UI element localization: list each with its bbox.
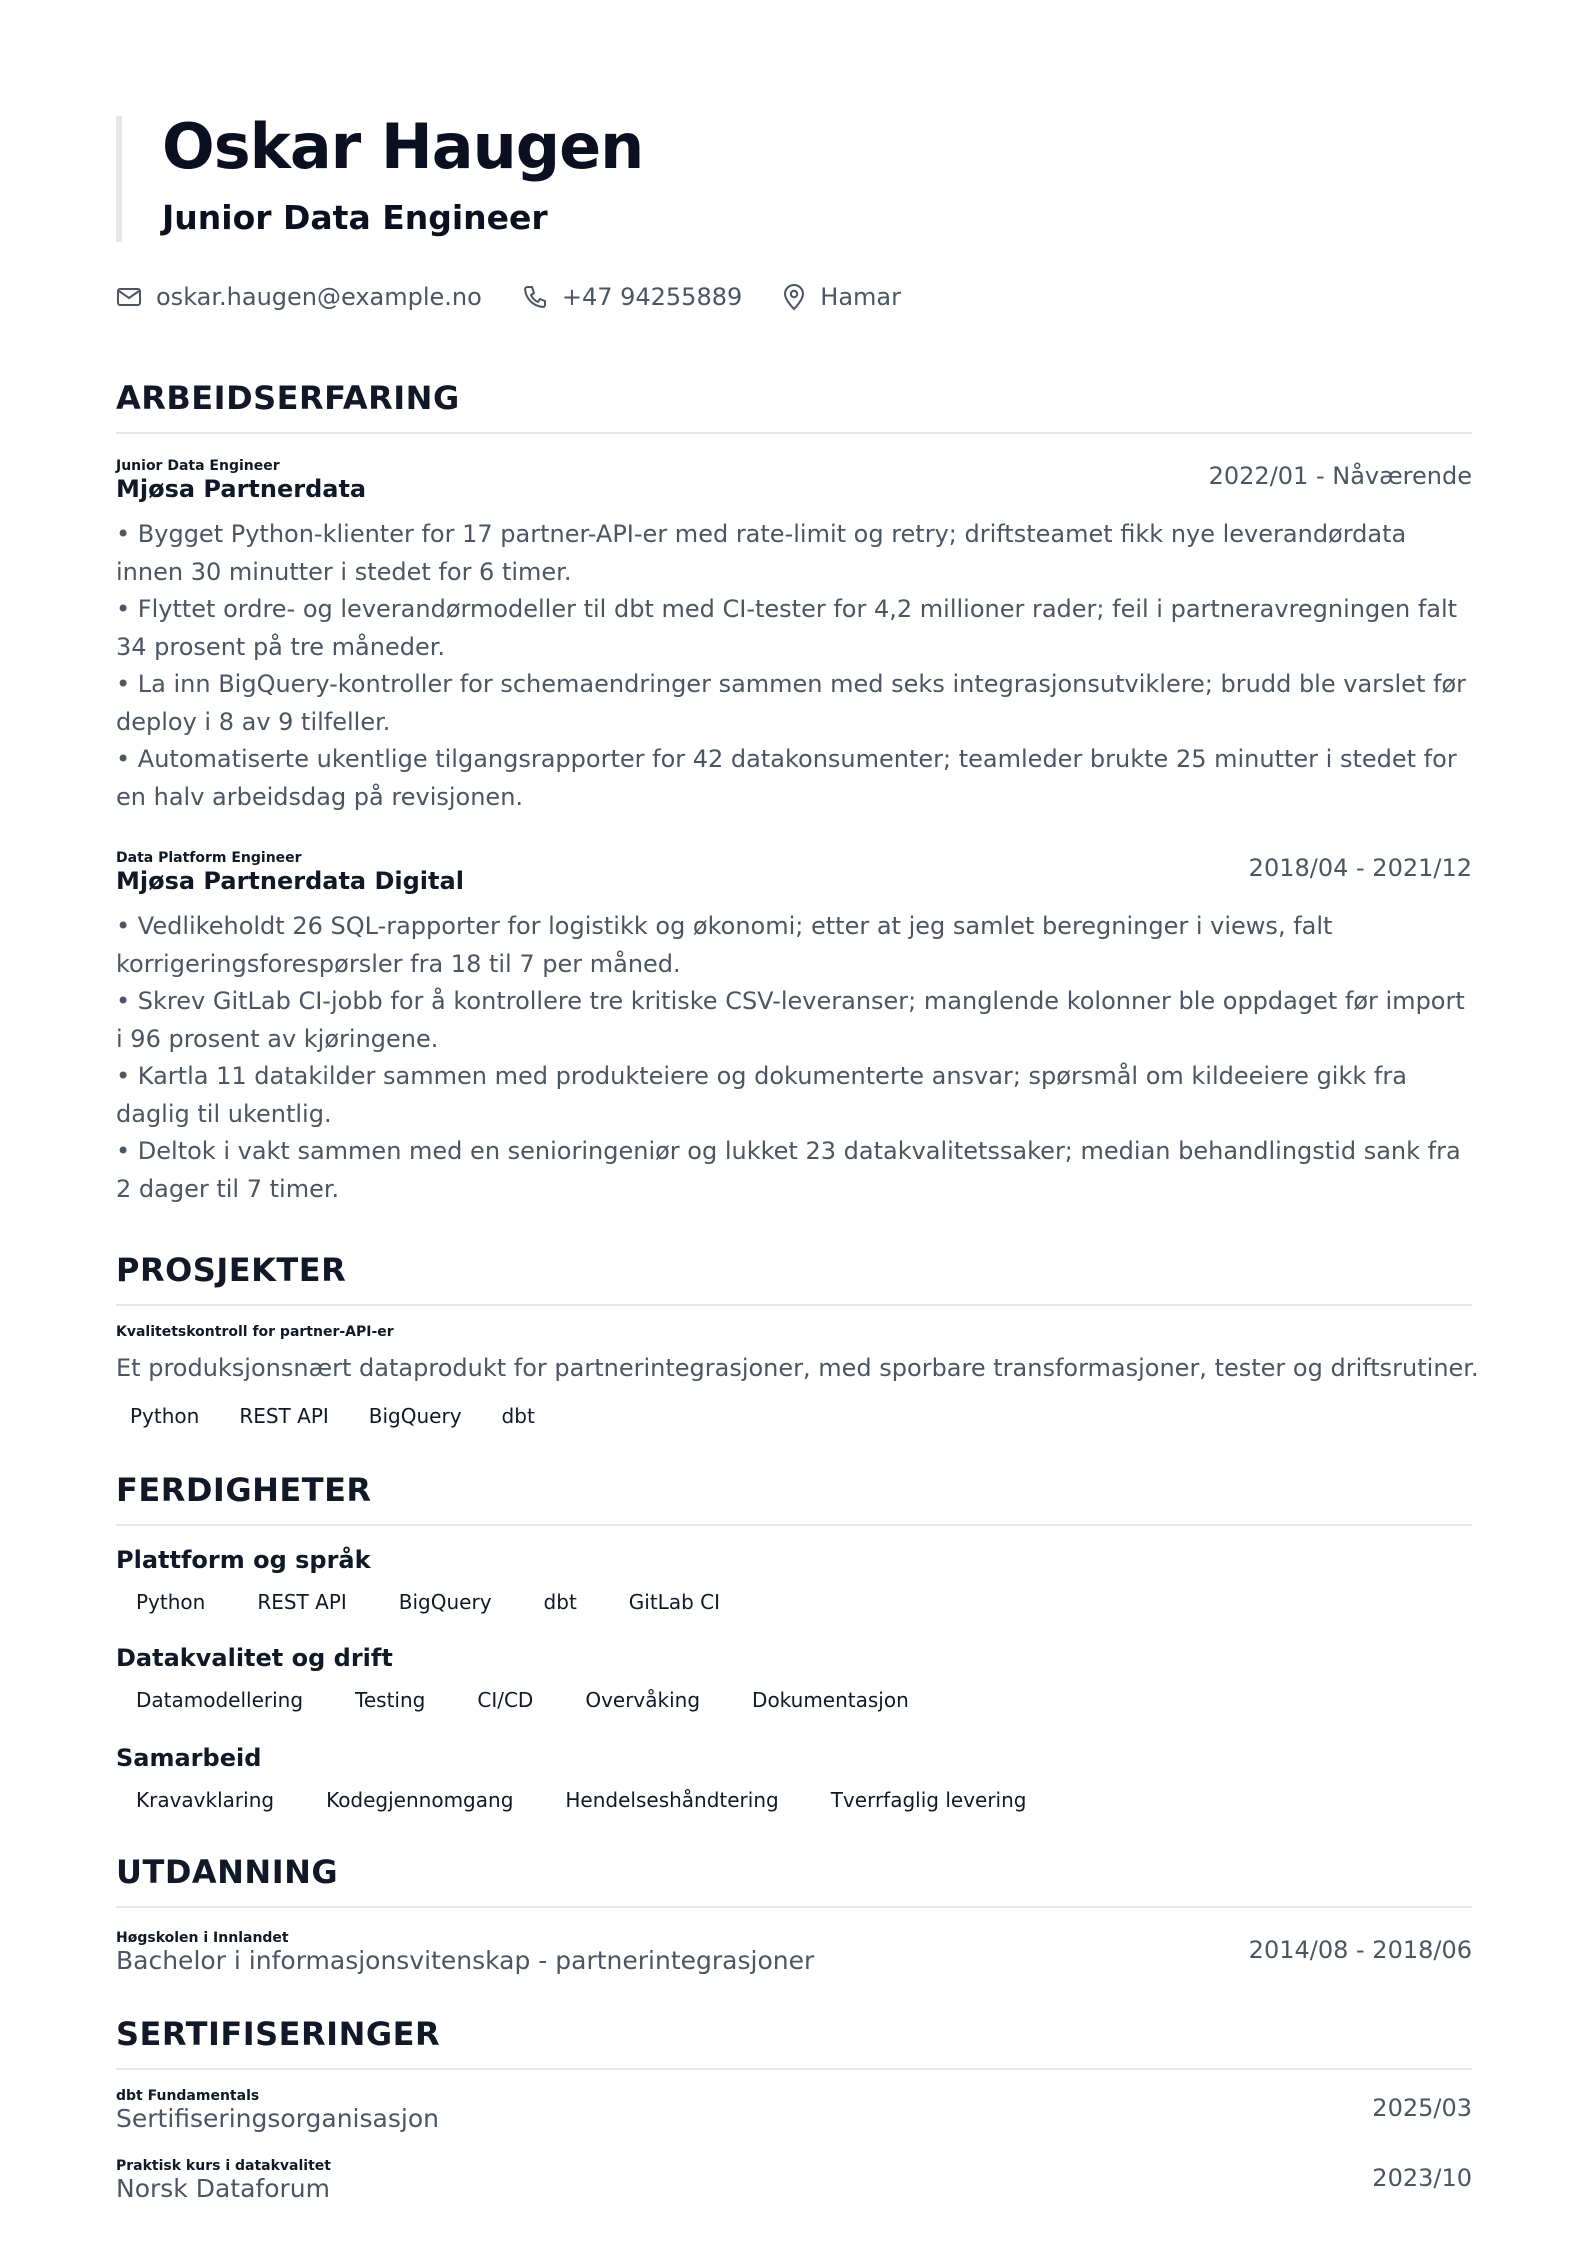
skill-tag: Kodegjennomgang [326, 1788, 514, 1812]
certification-name: Praktisk kurs i datakvalitet [116, 2158, 331, 2174]
skill-tags [136, 1688, 961, 1712]
project-name: Kvalitetskontroll for partner-API-er [116, 1324, 394, 1340]
project-description: Et produksjonsnært dataprodukt for partnerintegrasjoner, med sporbare transformasjoner, tester og driftsrutiner. [116, 1354, 1479, 1382]
experience-bullet: • La inn BigQuery-kontroller for schemaendringer sammen med seks integrasjonsutviklere; brudd ble varslet før deploy i 8 av 9 tilfeller. [116, 670, 1466, 736]
experience-bullet: • Kartla 11 datakilder sammen med produkteiere og dokumenterte ansvar; spørsmål om kildeeiere gikk fra daglig til ukentlig. [116, 1062, 1407, 1128]
section-title-education: UTDANNING [116, 1853, 339, 1891]
education-degree: Bachelor i informasjonsvitenskap - partnerintegrasjoner [116, 1946, 815, 1975]
experience-dates: 2018/04 - 2021/12 [1248, 854, 1472, 882]
skill-tag: Hendelseshåndtering [565, 1788, 779, 1812]
skill-tags [136, 1590, 772, 1614]
project-tag: REST API [239, 1404, 329, 1428]
skill-group-title: Samarbeid [116, 1744, 262, 1772]
experience-company: Mjøsa Partnerdata Digital [116, 867, 464, 895]
contact-email-text: oskar.haugen@example.no [156, 283, 482, 311]
skill-tag: Overvåking [585, 1688, 701, 1712]
section-divider [116, 1304, 1472, 1306]
skills-section [116, 1472, 1472, 1822]
certifications-section [116, 2016, 1472, 2216]
skill-tag: REST API [257, 1590, 347, 1614]
phone-icon [522, 284, 548, 310]
experience-bullet: • Deltok i vakt sammen med en senioringeniør og lukket 23 datakvalitetssaker; median behandlingstid sank fra 2 dager til 7 timer. [116, 1137, 1461, 1203]
resume-header [116, 110, 644, 242]
skill-tag: Python [136, 1590, 206, 1614]
section-divider [116, 2068, 1472, 2070]
certification-issuer: Sertifiseringsorganisasjon [116, 2104, 439, 2133]
skill-tag: Dokumentasjon [752, 1688, 909, 1712]
skill-tag: Kravavklaring [136, 1788, 275, 1812]
experience-bullet: • Vedlikeholdt 26 SQL-rapporter for logistikk og økonomi; etter at jeg samlet beregninger i views, falt korrigeringsforespørsler fra 18 til 7 per måned. [116, 912, 1333, 978]
experience-bullets [116, 516, 1472, 816]
skill-tag: Tverrfaglig levering [830, 1788, 1027, 1812]
skill-tag: dbt [543, 1590, 577, 1614]
experience-role: Data Platform Engineer [116, 850, 302, 866]
certification-date: 2025/03 [1372, 2094, 1472, 2122]
education-school: Høgskolen i Innlandet [116, 1930, 289, 1946]
skill-tags [136, 1788, 1078, 1812]
experience-dates: 2022/01 - Nåværende [1208, 462, 1472, 490]
map-pin-icon [782, 283, 806, 311]
skill-tag: GitLab CI [628, 1590, 720, 1614]
section-divider [116, 1524, 1472, 1526]
education-dates: 2014/08 - 2018/06 [1248, 1936, 1472, 1964]
project-tag: dbt [501, 1404, 535, 1428]
certification-entry [116, 2158, 1472, 2208]
project-tag: BigQuery [368, 1404, 462, 1428]
skill-tag: CI/CD [477, 1688, 534, 1712]
certification-issuer: Norsk Dataforum [116, 2174, 330, 2203]
experience-role: Junior Data Engineer [116, 458, 280, 474]
experience-entry [116, 458, 1472, 508]
experience-section [116, 380, 1472, 1210]
envelope-icon [116, 286, 142, 308]
section-divider [116, 1906, 1472, 1908]
skill-tag: BigQuery [398, 1590, 492, 1614]
project-tag: Python [130, 1404, 200, 1428]
experience-bullet: • Skrev GitLab CI-jobb for å kontrollere tre kritiske CSV-leveranser; manglende kolonner ble oppdaget før import i 96 prosent av kjøringene. [116, 987, 1465, 1053]
skill-group-title: Datakvalitet og drift [116, 1644, 393, 1672]
experience-company: Mjøsa Partnerdata [116, 475, 367, 503]
experience-bullet: • Bygget Python-klienter for 17 partner-API-er med rate-limit og retry; driftsteamet fikk nye leverandørdata innen 30 minutter i stedet for 6 timer. [116, 520, 1407, 586]
skill-tag: Datamodellering [136, 1688, 304, 1712]
experience-bullet: • Flyttet ordre- og leverandørmodeller til dbt med CI-tester for 4,2 millioner rader; feil i partneravregningen falt 34 prosent på tre måneder. [116, 595, 1458, 661]
projects-section [116, 1251, 1479, 1442]
section-title-projects: PROSJEKTER [116, 1251, 347, 1289]
skill-tag: Testing [355, 1688, 426, 1712]
contact-location [782, 283, 901, 311]
candidate-headline: Junior Data Engineer [162, 198, 548, 237]
contact-email[interactable] [116, 283, 482, 311]
certification-date: 2023/10 [1372, 2164, 1472, 2192]
experience-bullet: • Automatiserte ukentlige tilgangsrapporter for 42 datakonsumenter; teamleder brukte 25 minutter i stedet for en halv arbeidsdag på revisjonen. [116, 745, 1457, 811]
experience-bullets [116, 908, 1472, 1208]
certification-name: dbt Fundamentals [116, 2088, 260, 2104]
project-entry [116, 1324, 1472, 1344]
project-tags [130, 1404, 575, 1428]
section-title-experience: ARBEIDSERFARING [116, 379, 460, 417]
contact-phone[interactable] [522, 283, 742, 311]
education-entry [116, 1930, 1472, 1980]
skill-group-title: Plattform og språk [116, 1546, 371, 1574]
section-divider [116, 432, 1472, 434]
certification-entry [116, 2088, 1472, 2138]
section-title-skills: FERDIGHETER [116, 1471, 372, 1509]
candidate-name: Oskar Haugen [162, 110, 644, 183]
contact-phone-text: +47 94255889 [561, 283, 743, 311]
experience-entry [116, 850, 1472, 900]
contact-row [116, 280, 941, 314]
contact-location-text: Hamar [820, 283, 901, 311]
education-section [116, 1854, 1472, 1984]
section-title-certifications: SERTIFISERINGER [116, 2015, 441, 2053]
